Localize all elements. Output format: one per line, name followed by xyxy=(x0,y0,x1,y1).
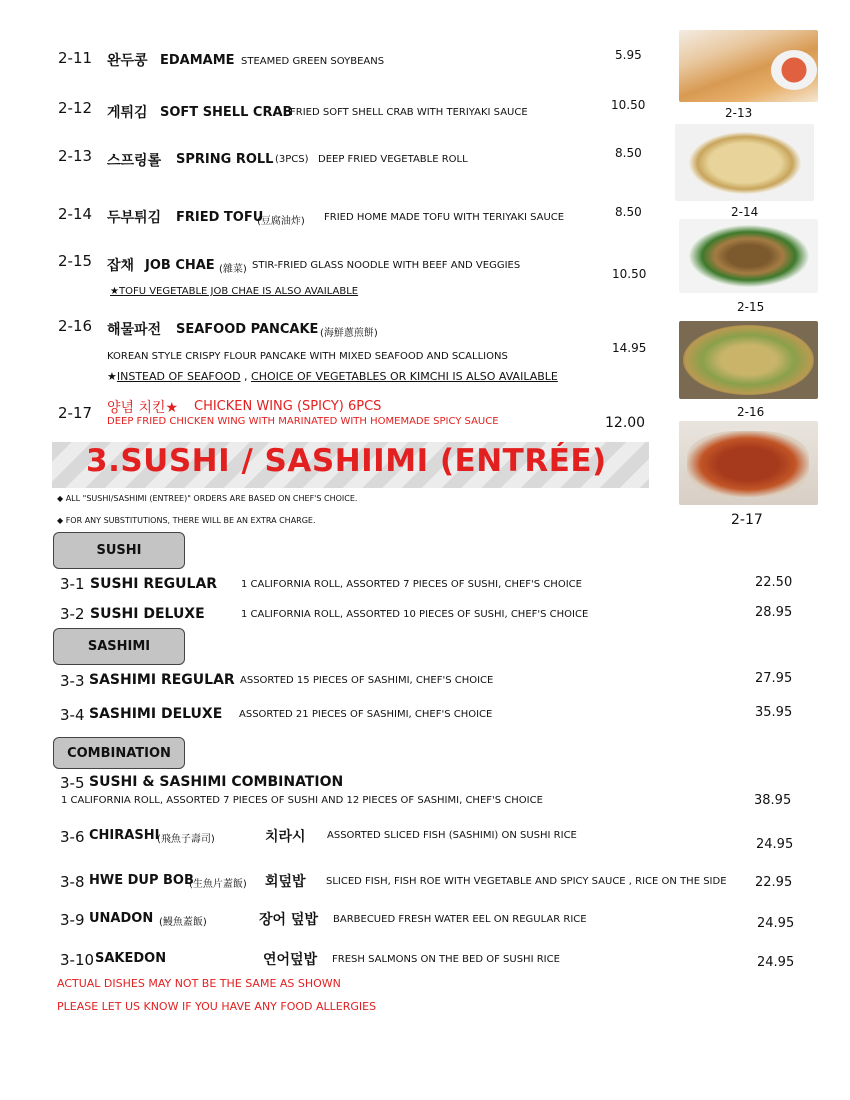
item-korean-name: 스프링롤 xyxy=(107,153,162,169)
item-number: 3-9 xyxy=(60,911,85,929)
item-description: ASSORTED SLICED FISH (SASHIMI) ON SUSHI RICE xyxy=(327,830,577,841)
star-icon: ★ xyxy=(107,370,117,383)
job-chae-photo xyxy=(679,219,818,293)
item-number: 2-15 xyxy=(58,252,93,270)
item-description: STIR-FRIED GLASS NOODLE WITH BEEF AND VEGGIES xyxy=(252,260,521,271)
category-sashimi: SASHIMI xyxy=(53,628,185,665)
item-description: ASSORTED 21 PIECES OF SASHIMI, CHEF'S CHOICE xyxy=(239,709,493,720)
item-description: SLICED FISH, FISH ROE WITH VEGETABLE AND SPICY SAUCE , RICE ON THE SIDE xyxy=(326,876,727,887)
item-extra: (生魚片蓋飯) xyxy=(189,879,247,890)
section-note-text: ALL "SUSHI/SASHIMI (ENTREE)" ORDERS ARE BASED ON CHEF'S CHOICE. xyxy=(65,494,358,503)
item-name: SPRING ROLL xyxy=(176,152,274,167)
item-price: 22.50 xyxy=(755,575,793,590)
item-name: SASHIMI DELUXE xyxy=(89,706,223,722)
item-description: KOREAN STYLE CRISPY FLOUR PANCAKE WITH MIXED SEAFOOD AND SCALLIONS xyxy=(107,351,508,362)
item-price: 10.50 xyxy=(612,267,647,281)
item-note-part: CHOICE OF VEGETABLES OR KIMCHI IS ALSO AVAILABLE xyxy=(251,370,558,383)
item-description: 1 CALIFORNIA ROLL, ASSORTED 7 PIECES OF SUSHI, CHEF'S CHOICE xyxy=(241,579,582,590)
item-note-separator: , xyxy=(240,370,252,383)
item-name: SUSHI & SASHIMI COMBINATION xyxy=(89,774,344,790)
chicken-wing-photo xyxy=(679,421,818,505)
item-number: 2-17 xyxy=(58,404,93,422)
fried-tofu-photo xyxy=(675,124,814,201)
diamond-bullet-icon: ◆ xyxy=(57,516,64,525)
item-korean-name: 게튀김 xyxy=(107,105,148,121)
item-name: SUSHI DELUXE xyxy=(90,606,205,622)
item-number: 2-16 xyxy=(58,317,93,335)
section-note-text: FOR ANY SUBSTITUTIONS, THERE WILL BE AN EXTRA CHARGE. xyxy=(65,516,316,525)
item-number: 3-8 xyxy=(60,873,85,891)
item-description: 1 CALIFORNIA ROLL, ASSORTED 7 PIECES OF SUSHI AND 12 PIECES OF SASHIMI, CHEF'S CHOICE xyxy=(61,795,543,806)
item-korean-name: 장어 덮밥 xyxy=(259,912,318,928)
item-name: EDAMAME xyxy=(160,53,235,68)
item-price: 5.95 xyxy=(615,48,642,62)
item-price: 22.95 xyxy=(755,875,793,890)
item-korean-name: 양념 치킨★ xyxy=(107,400,179,416)
item-description: BARBECUED FRESH WATER EEL ON REGULAR RICE xyxy=(333,914,587,925)
item-price: 12.00 xyxy=(605,415,646,431)
item-name: SUSHI REGULAR xyxy=(90,576,218,592)
footer-disclaimer: ACTUAL DISHES MAY NOT BE THE SAME AS SHOWN xyxy=(57,977,341,990)
photo-caption: 2-14 xyxy=(731,205,759,219)
item-name: SOFT SHELL CRAB xyxy=(160,105,293,120)
item-price: 8.50 xyxy=(615,205,642,219)
item-name: HWE DUP BOB xyxy=(89,873,194,888)
item-name: FRIED TOFU xyxy=(176,210,264,225)
item-name: UNADON xyxy=(89,911,154,926)
item-price: 24.95 xyxy=(756,837,794,852)
item-name: SASHIMI REGULAR xyxy=(89,672,235,688)
item-description: FRIED SOFT SHELL CRAB WITH TERIYAKI SAUCE xyxy=(290,107,528,118)
item-price: 14.95 xyxy=(612,341,647,355)
item-number: 3-4 xyxy=(60,706,85,724)
item-number: 3-10 xyxy=(60,951,95,969)
item-number: 2-11 xyxy=(58,49,93,67)
item-korean-name: 해물파전 xyxy=(107,322,162,338)
item-name: SEAFOOD PANCAKE xyxy=(176,322,319,337)
item-description: 1 CALIFORNIA ROLL, ASSORTED 10 PIECES OF SUSHI, CHEF'S CHOICE xyxy=(241,609,589,620)
item-price: 38.95 xyxy=(754,793,792,808)
section-note xyxy=(57,516,316,525)
item-note: ★TOFU VEGETABLE JOB CHAE IS ALSO AVAILABLE xyxy=(110,286,359,297)
item-extra: (雜菜) xyxy=(219,264,247,275)
section-note xyxy=(57,494,357,503)
section-title: 3.SUSHI / SASHIIMI (ENTRÉE) xyxy=(86,443,607,479)
item-price: 28.95 xyxy=(755,605,793,620)
item-description: ASSORTED 15 PIECES OF SASHIMI, CHEF'S CHOICE xyxy=(240,675,494,686)
item-note-part: INSTEAD OF SEAFOOD xyxy=(116,370,241,383)
diamond-bullet-icon: ◆ xyxy=(57,494,64,503)
item-name: CHICKEN WING (SPICY) 6PCS xyxy=(194,399,382,414)
item-korean-name: 두부튀김 xyxy=(107,210,162,226)
item-extra: (飛魚子壽司) xyxy=(157,834,215,845)
item-price: 35.95 xyxy=(755,705,793,720)
item-korean-name: 회덮밥 xyxy=(265,874,306,890)
photo-caption: 2-15 xyxy=(737,300,765,314)
item-number: 2-12 xyxy=(58,99,93,117)
spring-roll-photo xyxy=(679,30,818,102)
photo-caption: 2-17 xyxy=(731,512,763,528)
item-price: 8.50 xyxy=(615,146,642,160)
item-extra: (海鮮蔥煎餅) xyxy=(320,328,378,339)
category-sushi: SUSHI xyxy=(53,532,185,569)
item-name: JOB CHAE xyxy=(145,258,215,273)
category-combination: COMBINATION xyxy=(53,737,185,769)
item-number: 2-14 xyxy=(58,205,93,223)
item-description: FRESH SALMONS ON THE BED OF SUSHI RICE xyxy=(332,954,560,965)
item-korean-name: 잡채 xyxy=(107,258,135,274)
item-price: 24.95 xyxy=(757,955,795,970)
seafood-pancake-photo xyxy=(679,321,818,399)
item-description: DEEP FRIED CHICKEN WING WITH MARINATED WITH HOMEMADE SPICY SAUCE xyxy=(107,416,499,427)
item-number: 3-5 xyxy=(60,774,85,792)
item-name: SAKEDON xyxy=(95,951,167,966)
item-price: 10.50 xyxy=(611,98,646,112)
item-korean-name: 연어덮밥 xyxy=(263,952,318,968)
item-number: 3-6 xyxy=(60,828,85,846)
item-korean-name: 치라시 xyxy=(265,829,306,845)
item-extra: (3PCS) xyxy=(275,154,309,165)
item-description: DEEP FRIED VEGETABLE ROLL xyxy=(318,154,468,165)
item-extra: (豆腐油炸) xyxy=(257,216,305,227)
item-number: 3-3 xyxy=(60,672,85,690)
photo-caption: 2-13 xyxy=(725,106,753,120)
item-description: STEAMED GREEN SOYBEANS xyxy=(241,56,385,67)
item-korean-name: 완두콩 xyxy=(107,53,148,69)
item-extra: (鰻魚蓋飯) xyxy=(159,917,207,928)
item-number: 3-2 xyxy=(60,605,85,623)
footer-allergy-notice: PLEASE LET US KNOW IF YOU HAVE ANY FOOD ALLERGIES xyxy=(57,1000,377,1013)
item-number: 3-1 xyxy=(60,575,85,593)
photo-caption: 2-16 xyxy=(737,405,765,419)
item-description: FRIED HOME MADE TOFU WITH TERIYAKI SAUCE xyxy=(324,212,565,223)
item-number: 2-13 xyxy=(58,147,93,165)
item-price: 27.95 xyxy=(755,671,793,686)
item-note xyxy=(107,370,558,383)
item-name: CHIRASHI xyxy=(89,828,160,843)
item-price: 24.95 xyxy=(757,916,795,931)
